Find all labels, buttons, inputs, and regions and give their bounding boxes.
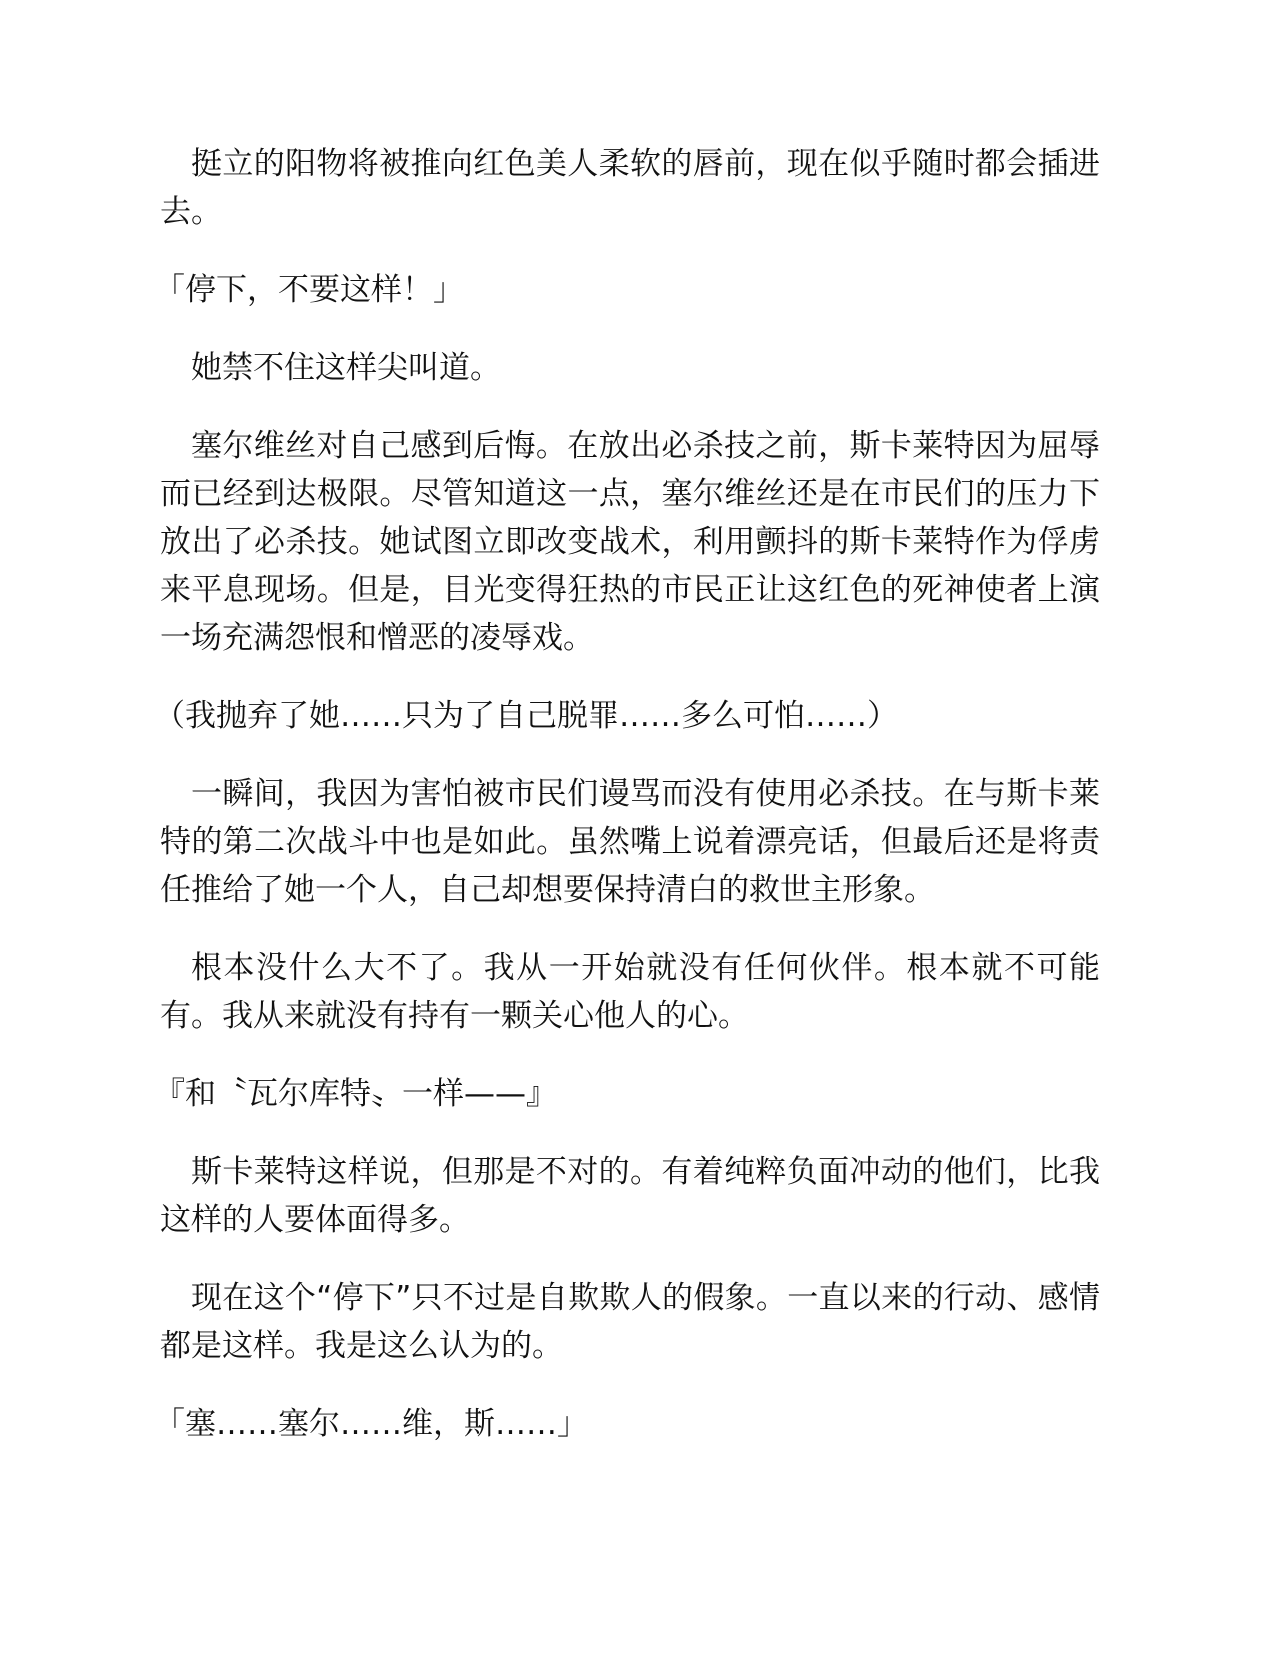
dialogue-1: 「停下，不要这样！」 bbox=[154, 272, 464, 308]
paragraph-6: 斯卡莱特这样说，但那是不对的。有着纯粹负面冲动的他们，比我这样的人要体面得多。 bbox=[160, 1154, 1100, 1238]
dialogue-2: 「塞……塞尔……维，斯……」 bbox=[154, 1406, 588, 1442]
quote-1: 『和〝瓦尔库特〟一样——』 bbox=[154, 1076, 557, 1112]
paragraph-7: 现在这个“停下”只不过是自欺欺人的假象。一直以来的行动、感情都是这样。我是这么认为的。 bbox=[160, 1280, 1100, 1364]
paragraph-5: 根本没什么大不了。我从一开始就没有任何伙伴。根本就不可能有。我从来就没有持有一颗关心他人的心。 bbox=[160, 950, 1100, 1034]
paragraph-1: 挺立的阳物将被推向红色美人柔软的唇前，现在似乎随时都会插进去。 bbox=[160, 146, 1100, 230]
paragraph-3: 塞尔维丝对自己感到后悔。在放出必杀技之前，斯卡莱特因为屈辱而已经到达极限。尽管知道这一点，塞尔维丝还是在市民们的压力下放出了必杀技。她试图立即改变战术，利用颤抖的斯卡莱特作为俘虏来平息现场。但是，目光变得狂热的市民正让这红色的死神使者上演一场充满怨恨和憎恶的凌辱戏。 bbox=[160, 428, 1100, 656]
document-page bbox=[154, 140, 1100, 1478]
paragraph-2: 她禁不住这样尖叫道。 bbox=[191, 350, 501, 386]
inner-monologue-1: （我抛弃了她……只为了自己脱罪……多么可怕……） bbox=[154, 698, 898, 734]
paragraph-4: 一瞬间，我因为害怕被市民们谩骂而没有使用必杀技。在与斯卡莱特的第二次战斗中也是如此。虽然嘴上说着漂亮话，但最后还是将责任推给了她一个人，自己却想要保持清白的救世主形象。 bbox=[160, 776, 1100, 908]
